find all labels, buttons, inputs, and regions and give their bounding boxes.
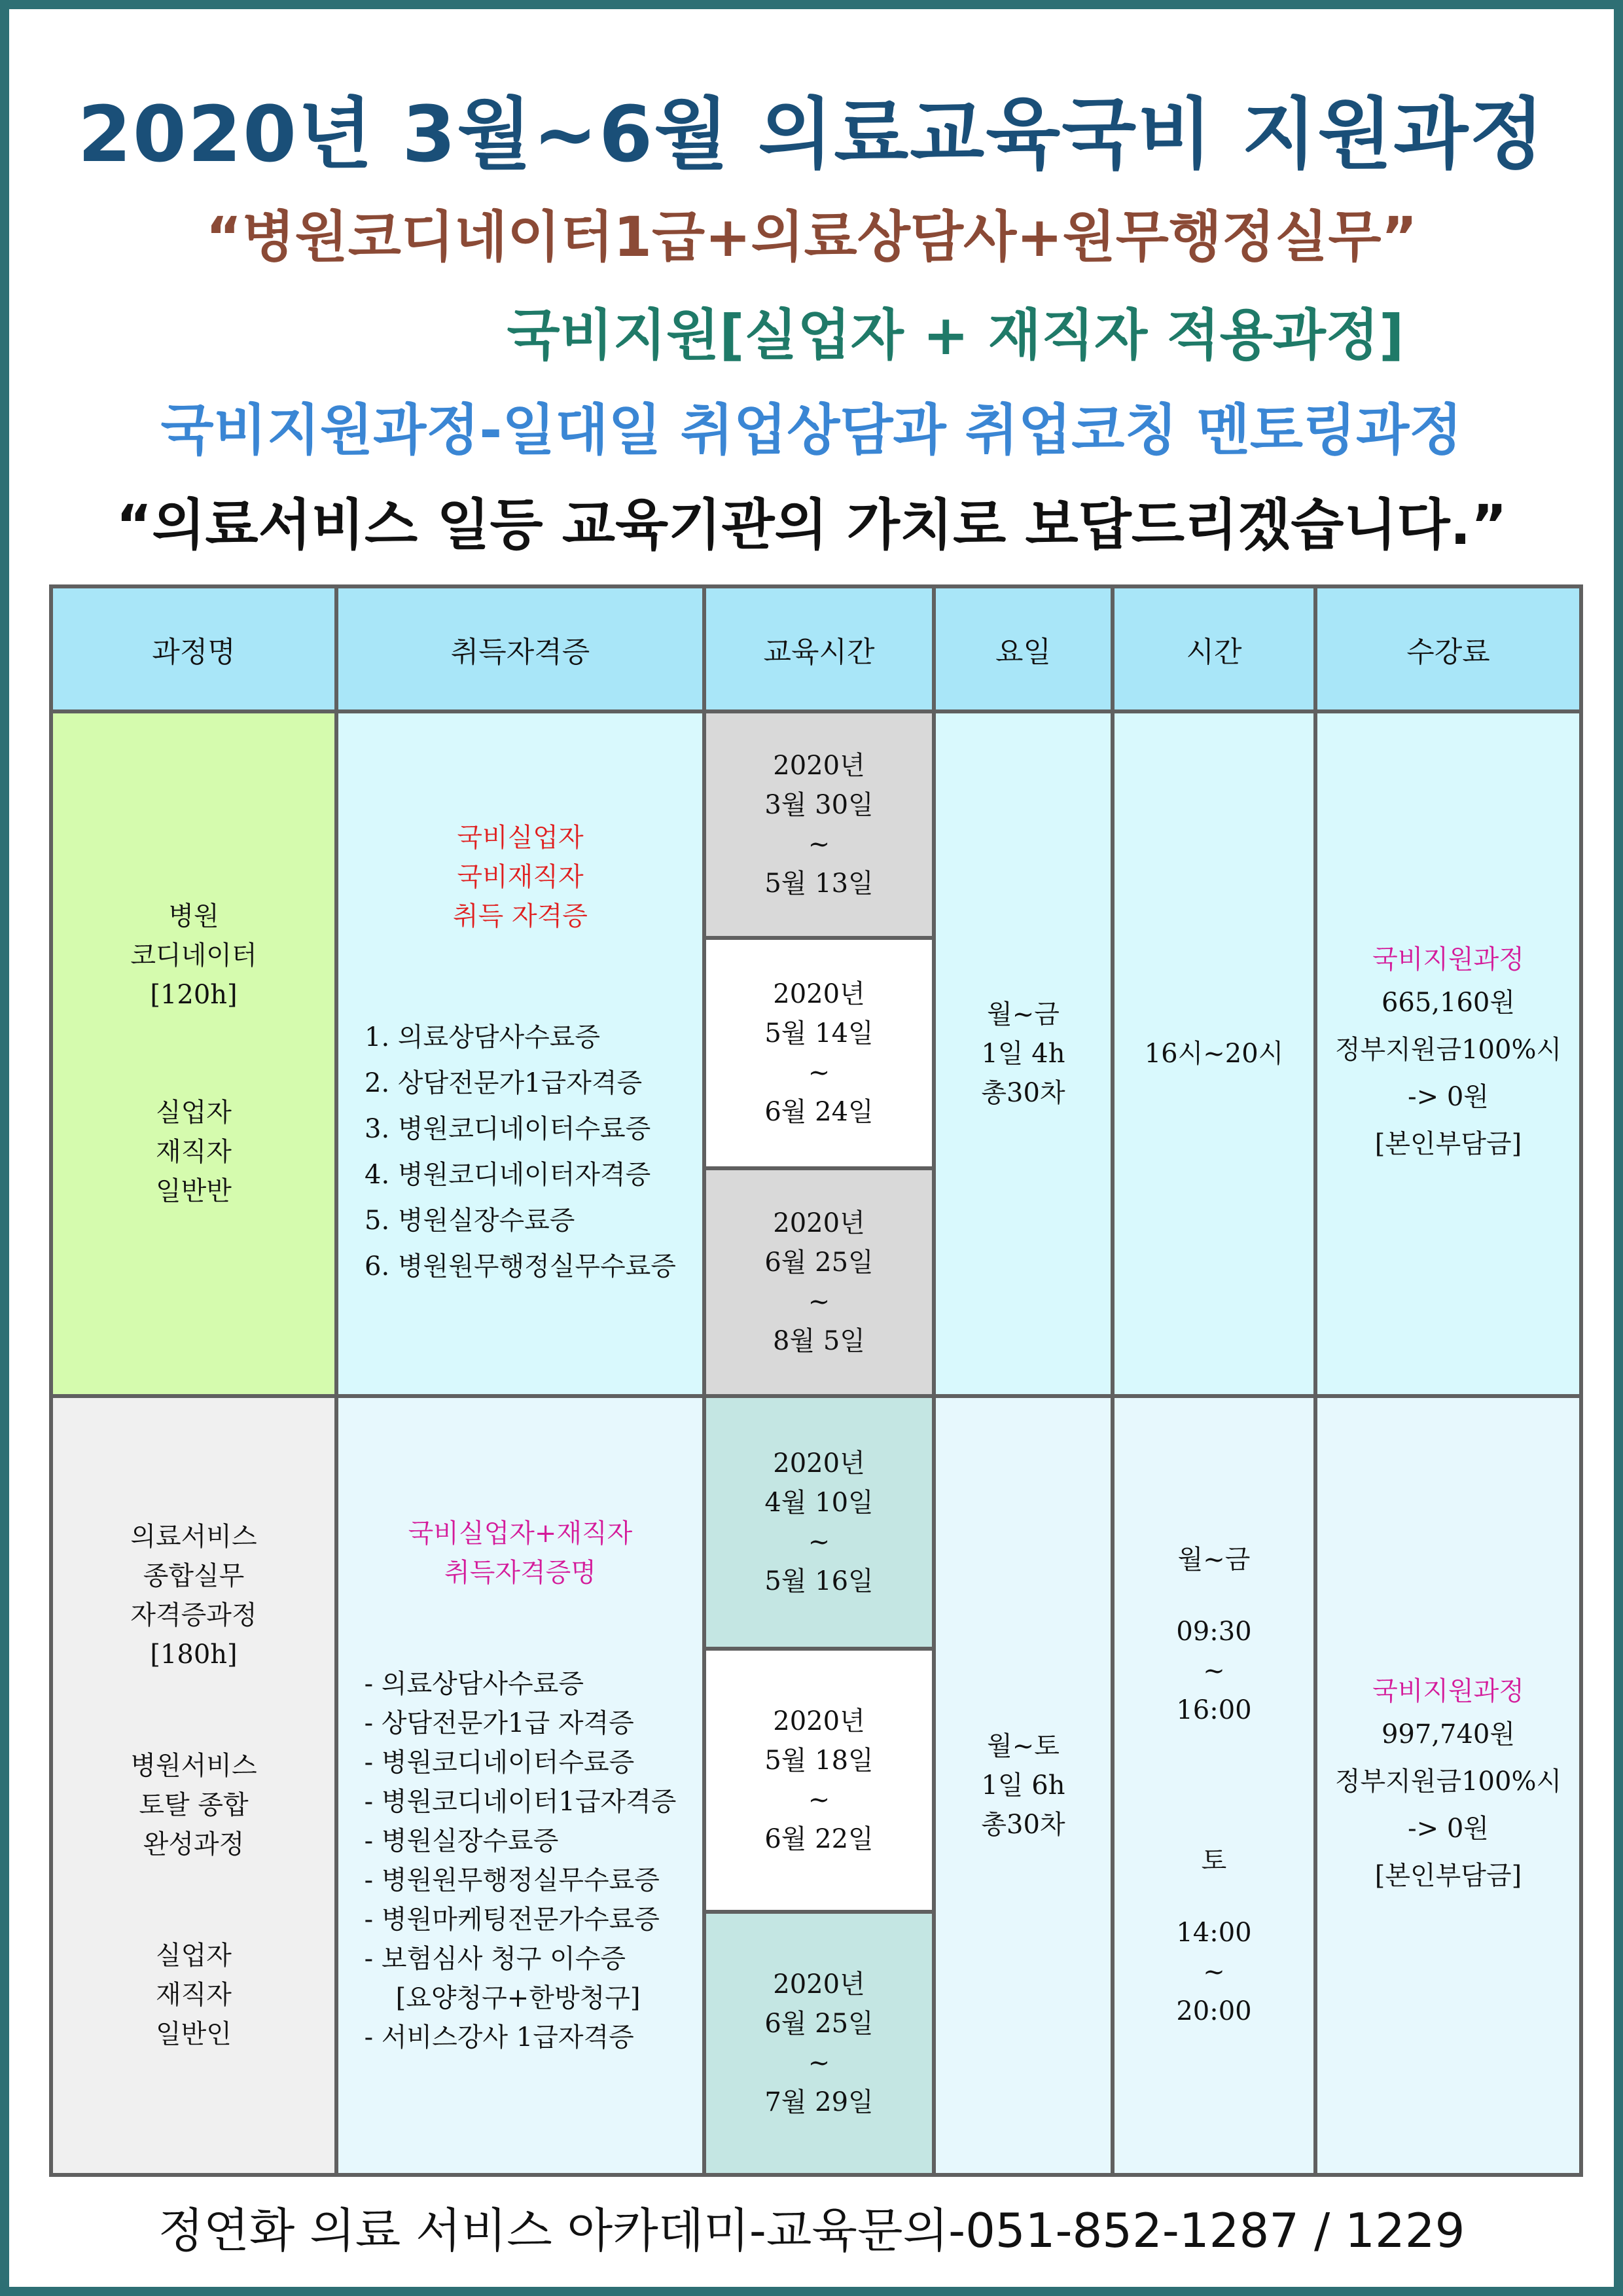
contact-footer: 정연화 의료 서비스 아카데미-교육문의-051-852-1287 / 1229 xyxy=(158,2203,1465,2258)
slogan: “의료서비스 일등 교육기관의 가치로 보답드리겠습니다.” xyxy=(116,493,1507,557)
course1-name-cell: 병원 코디네이터 [120h] 실업자 재직자 일반반 xyxy=(51,711,336,1396)
list-item: 1. 의료상담사수료증 xyxy=(365,1022,601,1052)
list-item: 2. 상담전문가1급자격증 xyxy=(365,1068,643,1098)
course1-session-1: 2020년 3월 30일 ~ 5월 13일 xyxy=(704,711,934,938)
course1-days-cell: 월~금 1일 4h 총30차 xyxy=(934,711,1113,1396)
course2-certificates-cell: 국비실업자+재직자 취득자격증명 - 의료상담사수료증 - 상담전문가1급 자격증 - 병원코디네이터수료증 - 병원코디네이터1급자격증 - 병원실장수료증 - 병원원무행정실무수료증 - 병원마케팅전문가수료증 - 보험심사 청구 이수증 [요양청구+한방청구] - 서비스강사 1급자격증 xyxy=(336,1396,704,2175)
course2-time-cell: 월~금 09:30 ~ 16:00 토 14:00 ~ 20:00 xyxy=(1113,1396,1315,2175)
header-fee: 수강료 xyxy=(1315,586,1581,711)
list-item: [요양청구+한방청구] xyxy=(395,1983,641,2013)
list-item: - 의료상담사수료증 xyxy=(364,1669,584,1699)
table-row xyxy=(51,711,1581,938)
course2-session-1: 2020년 4월 10일 ~ 5월 16일 xyxy=(704,1396,934,1649)
course2-name-cell: 의료서비스 종합실무 자격증과정 [180h] 병원서비스 토탈 종합 완성과정 실업자 재직자 일반인 xyxy=(51,1396,336,2175)
course1-session-2: 2020년 5월 14일 ~ 6월 24일 xyxy=(704,938,934,1168)
page-title: 2020년 3월~6월 의료교육국비 지원과정 xyxy=(77,89,1546,179)
course1-certificates-cell: 국비실업자 국비재직자 취득 자격증 1. 의료상담사수료증 2. 상담전문가1급자격증 3. 병원코디네이터수료증 4. 병원코디네이터자격증 5. 병원실장수료증 6. 병원원무행정실무수료증 xyxy=(336,711,704,1396)
course1-fee-cell: 국비지원과정 665,160원 정부지원금100%시 -> 0원 [본인부담금] xyxy=(1315,711,1581,1396)
list-item: - 병원원무행정실무수료증 xyxy=(364,1865,660,1895)
header-days: 요일 xyxy=(934,586,1113,711)
header-time: 시간 xyxy=(1113,586,1315,711)
list-item: 5. 병원실장수료증 xyxy=(365,1206,575,1236)
header-course-name: 과정명 xyxy=(51,586,336,711)
course-subtitle: “병원코디네이터1급+의료상담사+원무행정실무” xyxy=(205,205,1418,269)
course2-session-2: 2020년 5월 18일 ~ 6월 22일 xyxy=(704,1649,934,1912)
header-certificates: 취득자격증 xyxy=(336,586,704,711)
course1-time-cell: 16시~20시 xyxy=(1113,711,1315,1396)
list-item: - 병원실장수료증 xyxy=(364,1826,559,1856)
list-item: - 보험심사 청구 이수증 xyxy=(364,1944,626,1974)
funding-line: 국비지원[실업자 + 재직자 적용과정] xyxy=(507,303,1404,367)
list-item: - 병원코디네이터수료증 xyxy=(364,1748,635,1778)
list-item: - 병원코디네이터1급자격증 xyxy=(364,1787,677,1817)
course2-fee-cell: 국비지원과정 997,740원 정부지원금100%시 -> 0원 [본인부담금] xyxy=(1315,1396,1581,2175)
course1-cert-list xyxy=(365,1014,676,1289)
header-period: 교육시간 xyxy=(704,586,934,711)
course1-session-3: 2020년 6월 25일 ~ 8월 5일 xyxy=(704,1168,934,1396)
list-item: - 병원마케팅전문가수료증 xyxy=(364,1905,660,1935)
list-item: 4. 병원코디네이터자격증 xyxy=(365,1160,651,1190)
mentoring-line: 국비지원과정-일대일 취업상담과 취업코칭 멘토링과정 xyxy=(160,398,1463,462)
list-item: 6. 병원원무행정실무수료증 xyxy=(365,1251,676,1282)
list-item: - 서비스강사 1급자격증 xyxy=(364,2022,634,2053)
list-item: 3. 병원코디네이터수료증 xyxy=(365,1114,651,1144)
course2-days-cell: 월~토 1일 6h 총30차 xyxy=(934,1396,1113,2175)
schedule-table xyxy=(49,584,1583,2177)
list-item: - 상담전문가1급 자격증 xyxy=(364,1708,634,1738)
course2-cert-list xyxy=(365,1664,677,2057)
course2-session-3: 2020년 6월 25일 ~ 7월 29일 xyxy=(704,1912,934,2175)
table-header-row xyxy=(51,586,1581,711)
table-row xyxy=(51,1396,1581,1649)
